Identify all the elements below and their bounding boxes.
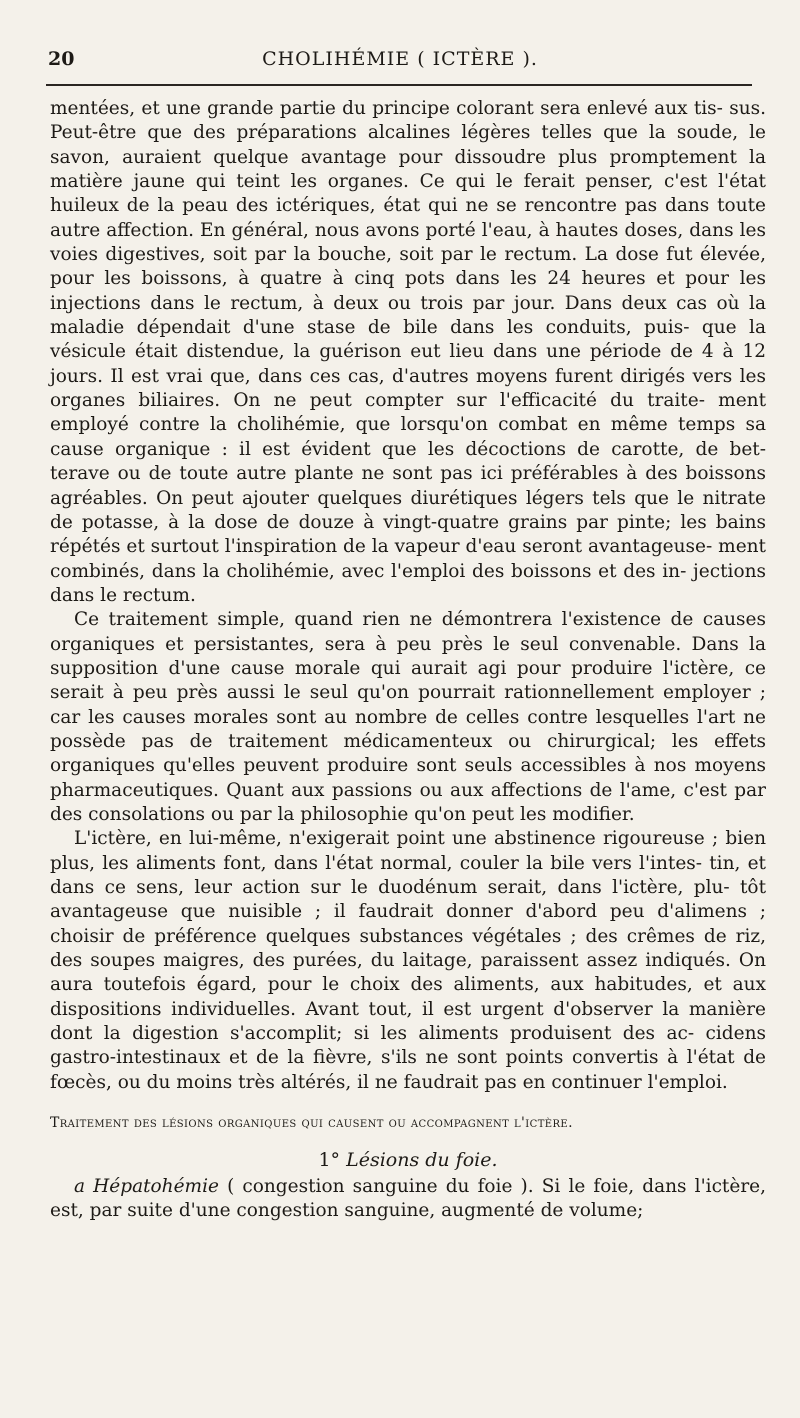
item-text: ( congestion sanguine du foie ). Si le foie, dans l'ictère, est, par suite d'une congestion sanguine, augmenté de volume; xyxy=(50,1176,766,1222)
running-title: CHOLIHÉMIE ( ICTÈRE ). xyxy=(262,48,538,70)
page-header xyxy=(48,48,752,88)
page-number: 20 xyxy=(48,48,75,70)
subheading-title: Lésions du foie. xyxy=(346,1149,498,1172)
subheading-number: 1° xyxy=(318,1149,341,1172)
paragraph-3: L'ictère, en lui-même, n'exigerait point une abstinence rigoureuse ; bien plus, les aliments font, dans l'état normal, couler la bile vers l'intes- tin, et dans ce sens, leur action sur le duodénum serait, dans l'ictère, plu- tôt avantageuse que nuisible ; il faudrait donner d'abord peu d'alimens ; choisir de préférence quelques substances végétales ; des crêmes de riz, des soupes maigres, des purées, du laitage, paraissent assez indiqués. On aura toutefois égard, pour le choix des aliments, aux habitudes, et aux dispositions individuelles. Avant tout, il est urgent d'observer la manière dont la digestion s'accomplit; si les aliments produisent des ac- cidens gastro-intestinaux et de la fièvre, s'ils ne sont points convertis à l'état de fœcès, ou du moins très altérés, il ne faudrait pas en continuer l'emploi. xyxy=(50,828,766,1093)
paragraph-1: mentées, et une grande partie du principe colorant sera enlevé aux tis- sus. Peut-être que des préparations alcalines légères telles que la soude, le savon, auraient quelque avantage pour dissoudre plus promptement la matière jaune qui teint les organes. Ce qui le ferait penser, c'est l'état huileux de la peau des ictériques, état qui ne se rencontre pas dans toute autre affection. En général, nous avons porté l'eau, à hautes doses, dans les voies digestives, soit par la bouche, soit par le rectum. La dose fut élevée, pour les boissons, à quatre à cinq pots dans les 24 heures et pour les injections dans le rectum, à deux ou trois par jour. Dans deux cas où la maladie dépendait d'une stase de bile dans les conduits, puis- que la vésicule était distendue, la guérison eut lieu dans une période de 4 à 12 jours. Il est vrai que, dans ces cas, d'autres moyens furent dirigés vers les organes biliaires. On ne peut compter sur l'efficacité du traite- ment employé contre la cholihémie, que lorsqu'on combat en même temps sa cause organique : il est évident que les décoctions de carotte, de bet- terave ou de toute autre plante ne sont pas ici préférables à des boissons agréables. On peut ajouter quelques diurétiques légers tels que le nitrate de potasse, à la dose de douze à vingt-quatre grains par pinte; les bains répétés et surtout l'inspiration de la vapeur d'eau seront avantageuse- ment combinés, dans la cholihémie, avec l'emploi des boissons et des in- jections dans le rectum. xyxy=(50,98,766,606)
paragraph-2: Ce traitement simple, quand rien ne démontrera l'existence de causes organiques et persistantes, sera à peu près le seul convenable. Dans la supposition d'une cause morale qui aurait agi pour produire l'ictère, ce serait à peu près aussi le seul qu'on pourrait rationnellement employer ; car les causes morales sont au nombre de celles contre lesquelles l'art ne possède pas de traitement médicamenteux ou chirurgical; les effets organiques qu'elles peuvent produire sont seuls accessibles à nos moyens pharmaceutiques. Quant aux passions ou aux affections de l'ame, c'est par des consolations ou par la philosophie qu'on peut les modifier. xyxy=(50,609,766,825)
item-letter: a xyxy=(74,1176,86,1198)
section-heading: Traitement des lésions organiques qui causent ou accompagnent l'ictère. xyxy=(50,1115,573,1132)
item-paragraph xyxy=(50,1175,766,1224)
header-rule xyxy=(46,84,752,86)
subheading xyxy=(50,1147,766,1173)
body-text xyxy=(50,97,766,1224)
item-term: Hépatohémie xyxy=(93,1176,219,1198)
